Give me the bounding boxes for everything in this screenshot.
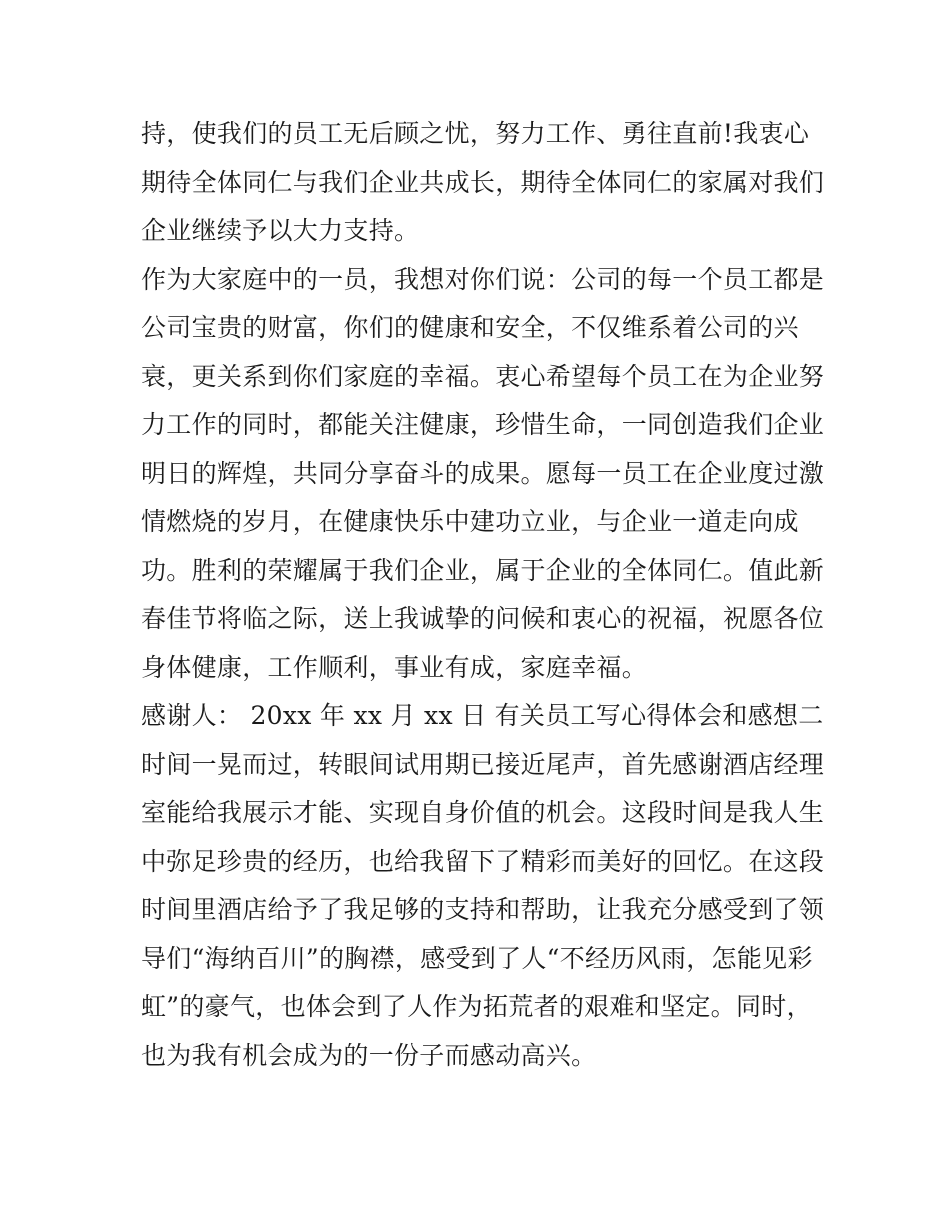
- text-line: 室能给我展示才能、实现自身价值的机会。这段时间是我人生: [141, 798, 825, 827]
- text-line: 明日的辉煌，共同分享奋斗的成果。愿每一员工在企业度过激: [141, 458, 825, 488]
- text-line: 身体健康，工作顺利，事业有成，家庭幸福。: [141, 652, 648, 682]
- text-line: 力工作的同时，都能关注健康，珍惜生命，一同创造我们企业: [141, 410, 825, 439]
- text-line: 春佳节将临之际，送上我诚挚的问候和衷心的祝福，祝愿各位: [141, 604, 825, 633]
- text-line: 衰，更关系到你们家庭的幸福。衷心希望每个员工在为企业努: [141, 361, 825, 391]
- text-line: 持，使我们的员工无后顾之忧，努力工作、勇往直前!我衷心: [141, 119, 810, 148]
- text-line: 时间一晃而过，转眼间试用期已接近尾声，首先感谢酒店经理: [141, 749, 825, 779]
- text-line: 期待全体同仁与我们企业共成长，期待全体同仁的家属对我们: [141, 167, 825, 197]
- text-line: 虹”的豪气，也体会到了人作为拓荒者的艰难和坚定。同时，: [141, 992, 812, 1021]
- signature-line: 感谢人： 20xx 年 xx 月 xx 日 有关员工写心得体会和感想二: [141, 701, 824, 730]
- body-text: [141, 110, 825, 1080]
- text-line: 情燃烧的岁月，在健康快乐中建功立业，与企业一道走向成: [141, 507, 799, 536]
- text-line: 功。胜利的荣耀属于我们企业，属于企业的全体同仁。值此新: [141, 555, 825, 585]
- text-line: 作为大家庭中的一员，我想对你们说：公司的每一个员工都是: [141, 264, 825, 294]
- text-line: 中弥足珍贵的经历，也给我留下了精彩而美好的回忆。在这段: [141, 846, 825, 876]
- text-line: 导们“海纳百川”的胸襟，感受到了人“不经历风雨，怎能见彩: [141, 943, 813, 973]
- text-line: 也为我有机会成为的一份子而感动高兴。: [141, 1040, 597, 1070]
- text-line: 企业继续予以大力支持。: [141, 216, 420, 245]
- text-line: 时间里酒店给予了我足够的支持和帮助，让我充分感受到了领: [141, 895, 825, 924]
- text-line: 公司宝贵的财富，你们的健康和安全，不仅维系着公司的兴: [141, 313, 799, 342]
